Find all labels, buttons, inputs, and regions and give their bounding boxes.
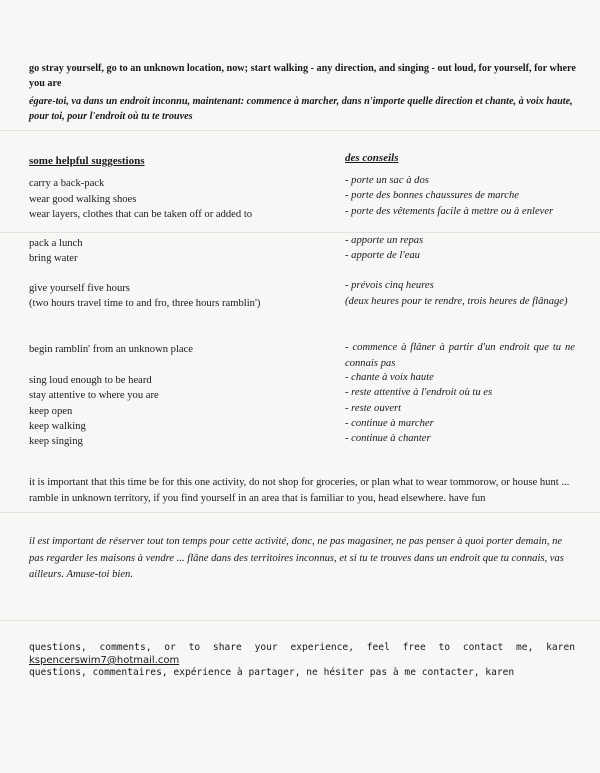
suggestion-en-item: bring water <box>29 253 78 264</box>
suggestion-en-item: wear layers, clothes that can be taken off or added to <box>29 209 253 220</box>
intro-english: go stray yourself, go to an unknown location, now; start walking - any direction, and singing - out loud, for yourself, for where you are <box>29 63 576 89</box>
suggestion-en-item: sing loud enough to be heard <box>29 375 152 386</box>
suggestion-en-item: wear good walking shoes <box>29 194 137 205</box>
suggestion-en-item: begin ramblin' from an unknown place <box>29 344 194 355</box>
suggestion-en-item: stay attentive to where you are <box>29 390 159 401</box>
suggestion-fr-item: - chante à voix haute <box>345 372 434 383</box>
paper-fold <box>0 620 600 621</box>
note-english: it is important that this time be for this one activity, do not shop for groceries, or plan what to wear tommorow, or house hunt ... ramble in unknown territory, if you find yourself in an area that is familiar to you, head elsewhere. have fun <box>29 477 570 504</box>
suggestion-fr-item: - commence à flâner à partir d'un endroit que tu ne connais pas <box>345 342 575 369</box>
suggestion-en-item: carry a back-pack <box>29 178 105 189</box>
suggestion-fr-item: - porte des vêtements facile à mettre ou à enlever <box>345 206 554 217</box>
suggestion-fr-item: - reste attentive à l'endroit où tu es <box>345 387 493 398</box>
suggestion-fr-item: - porte des bonnes chaussures de marche <box>345 190 519 201</box>
intro-french: égare-toi, va dans un endroit inconnu, maintenant: commence à marcher, dans n'importe quelle direction et chante, à voix haute, pour toi, pour l'endroit où tu te trouves <box>29 96 573 122</box>
contact-english: questions, comments, or to share your experience, feel free to contact me, karen <box>29 642 575 653</box>
suggestion-fr-item: - prévois cinq heures <box>345 280 434 291</box>
suggestions-heading-french: des conseils <box>345 152 399 164</box>
suggestion-en-item: keep open <box>29 406 73 417</box>
contact-french: questions, commentaires, expérience à partager, ne hésiter pas à me contacter, karen <box>29 667 515 678</box>
suggestion-fr-item: - apporte de l'eau <box>345 250 420 261</box>
suggestion-fr-item: - reste ouvert <box>345 403 402 414</box>
contact-email-link[interactable]: kspencerswim7@hotmail.com <box>29 655 180 666</box>
suggestion-en-item: keep walking <box>29 421 86 432</box>
suggestions-heading-english: some helpful suggestions <box>29 155 145 167</box>
note-french: il est important de réserver tout ton temps pour cette activité, donc, ne pas magasiner, ne pas penser à quoi porter demain, ne pas regarder les maisons à vendre ... flâne dans des territoires inconnus, et si tu te trouves dans un endroit que tu connais, vas ailleurs. Amuse-toi bien. <box>29 536 564 580</box>
suggestion-en-item: (two hours travel time to and fro, three hours ramblin') <box>29 298 261 309</box>
paper-fold <box>0 512 600 513</box>
suggestion-fr-item: (deux heures pour te rendre, trois heures de flânage) <box>345 296 568 307</box>
paper-fold <box>0 232 600 233</box>
suggestion-fr-item: - continue à marcher <box>345 418 434 429</box>
paper-fold <box>0 130 600 131</box>
suggestion-fr-item: - porte un sac à dos <box>345 175 429 186</box>
suggestion-en-item: keep singing <box>29 436 83 447</box>
suggestion-en-item: pack a lunch <box>29 238 83 249</box>
suggestion-en-item: give yourself five hours <box>29 283 130 294</box>
suggestion-fr-item: - continue à chanter <box>345 433 431 444</box>
suggestion-fr-item: - apporte un repas <box>345 235 424 246</box>
